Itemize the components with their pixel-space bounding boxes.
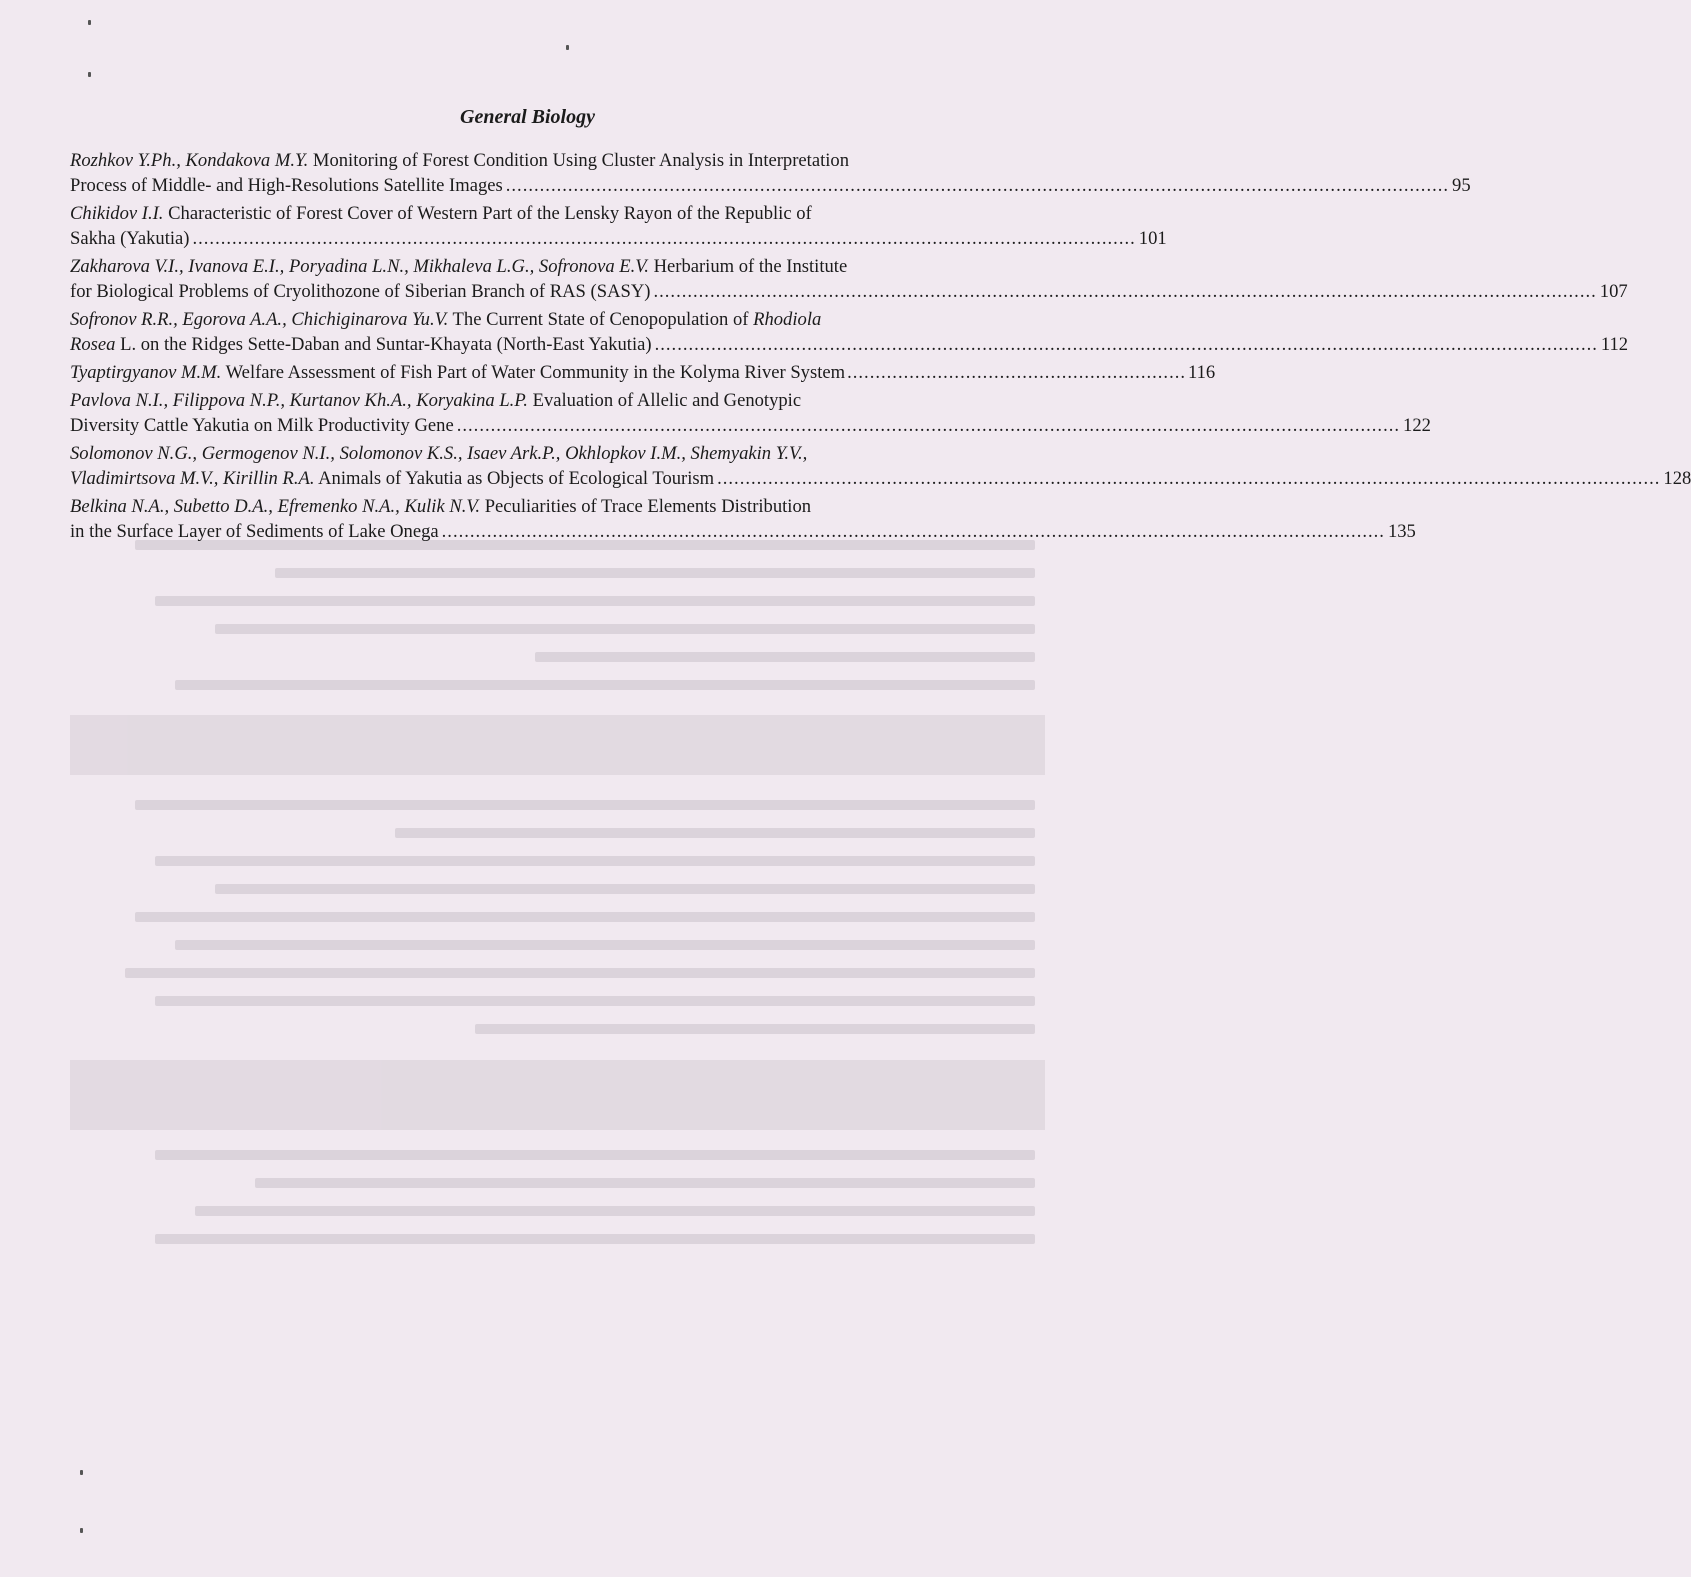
ghost-line xyxy=(475,1024,1035,1034)
scan-speck xyxy=(88,72,91,77)
entry-title-continued xyxy=(70,360,845,385)
ghost-line xyxy=(255,1178,1035,1188)
entry-title-continued xyxy=(70,332,652,357)
dot-leader: ....................................................................................................................................................................... xyxy=(717,468,1661,489)
toc-entry[interactable] xyxy=(70,254,1628,304)
entry-title: Characteristic of Forest Cover of Western Part of the Lensky Rayon of the Republic of xyxy=(163,203,812,224)
entry-title: Monitoring of Forest Condition Using Cluster Analysis in Interpretation xyxy=(308,150,850,171)
toc-entry[interactable] xyxy=(70,307,1629,357)
ghost-line xyxy=(195,1206,1035,1216)
dot-leader: ....................................................................................................................................................................... xyxy=(654,334,1598,355)
ghost-line xyxy=(535,652,1035,662)
entry-last-line xyxy=(70,226,1167,251)
ghost-line xyxy=(215,624,1035,634)
scan-speck xyxy=(80,1528,83,1533)
entry-page-number: 116 xyxy=(1188,362,1216,383)
entry-title-continued: for Biological Problems of Cryolithozone of Siberian Branch of RAS (SASY) xyxy=(70,281,651,302)
entry-title-text: L. on the Ridges Sette-Daban and Suntar-Khayata (North-East Yakutia) xyxy=(115,334,652,355)
entry-title-continued xyxy=(70,466,714,491)
entry-authors-continued: Vladimirtsova M.V., Kirillin R.A. xyxy=(70,468,315,489)
entry-title: Peculiarities of Trace Elements Distribution xyxy=(480,496,812,517)
table-of-contents xyxy=(70,148,1691,547)
toc-entry[interactable] xyxy=(70,201,1167,251)
entry-authors: Rozhkov Y.Ph., Kondakova M.Y. xyxy=(70,150,309,171)
entry-title: Evaluation of Allelic and Genotypic xyxy=(527,390,802,411)
ghost-line xyxy=(215,884,1035,894)
entry-authors: Belkina N.A., Subetto D.A., Efremenko N.A., Kulik N.V. xyxy=(70,496,481,517)
entry-last-line xyxy=(70,519,1416,544)
ghost-line xyxy=(155,1234,1035,1244)
scan-speck xyxy=(80,1470,83,1475)
dot-leader: ....................................................................................................................................................................... xyxy=(653,281,1597,302)
ghost-line xyxy=(155,996,1035,1006)
entry-page-number: 95 xyxy=(1452,175,1471,196)
entry-first-line xyxy=(70,201,1035,226)
entry-last-line xyxy=(70,279,1628,304)
entry-authors: Zakharova V.I., Ivanova E.I., Poryadina L.N., Mikhaleva L.G., Sofronova E.V. xyxy=(70,256,649,277)
entry-first-line xyxy=(70,307,1035,332)
ghost-line xyxy=(175,940,1035,950)
dot-leader: ....................................................................................................................................................................... xyxy=(441,521,1385,542)
ghost-line xyxy=(155,1150,1035,1160)
entry-first-line xyxy=(70,441,1035,466)
ghost-band xyxy=(70,1060,1045,1130)
entry-page-number: 112 xyxy=(1600,334,1629,355)
entry-first-line xyxy=(70,148,1035,173)
section-title: General Biology xyxy=(460,106,595,128)
ghost-line xyxy=(175,680,1035,690)
scan-speck xyxy=(566,45,569,50)
dot-leader: ............................................................ xyxy=(847,362,1187,383)
entry-first-line xyxy=(70,388,1035,413)
toc-entry[interactable] xyxy=(70,360,1216,385)
dot-leader: ....................................................................................................................................................................... xyxy=(505,175,1450,196)
species-name: Rosea xyxy=(70,334,116,355)
entry-page-number: 107 xyxy=(1599,281,1628,302)
ghost-line xyxy=(135,800,1035,810)
entry-authors: Tyaptirgyanov M.M. xyxy=(70,362,222,383)
entry-page-number: 101 xyxy=(1138,228,1167,249)
entry-authors: Solomonov N.G., Germogenov N.I., Solomonov K.S., Isaev Ark.P., Okhlopkov I.M., Shemyakin Y.V., xyxy=(70,443,808,464)
entry-last-line xyxy=(70,413,1431,438)
ghost-line xyxy=(395,828,1035,838)
entry-authors: Sofronov R.R., Egorova A.A., Chichiginarova Yu.V. xyxy=(70,309,449,330)
entry-last-line xyxy=(70,466,1691,491)
ghost-band xyxy=(70,715,1045,775)
entry-title-continued: Diversity Cattle Yakutia on Milk Productivity Gene xyxy=(70,415,454,436)
entry-title-text: Welfare Assessment of Fish Part of Water Community in the Kolyma River System xyxy=(221,362,846,383)
entry-title-text: Animals of Yakutia as Objects of Ecological Tourism xyxy=(314,468,715,489)
ghost-line xyxy=(135,912,1035,922)
show-through-texture xyxy=(70,520,1045,1160)
entry-title: The Current State of Cenopopulation of xyxy=(448,309,754,330)
ghost-line xyxy=(155,596,1035,606)
entry-first-line xyxy=(70,494,1035,519)
entry-page-number: 128 xyxy=(1663,468,1691,489)
ghost-line xyxy=(125,968,1035,978)
entry-title: Herbarium of the Institute xyxy=(648,256,848,277)
toc-entry[interactable] xyxy=(70,148,1471,198)
toc-entry[interactable] xyxy=(70,494,1416,544)
species-name: Rhodiola xyxy=(753,309,822,330)
entry-title-continued: Process of Middle- and High-Resolutions Satellite Images xyxy=(70,175,503,196)
toc-entry[interactable] xyxy=(70,441,1691,491)
entry-last-line xyxy=(70,332,1629,357)
toc-entry[interactable] xyxy=(70,388,1431,438)
entry-page-number: 122 xyxy=(1403,415,1431,436)
scan-speck xyxy=(88,20,91,25)
entry-last-line xyxy=(70,173,1471,198)
entry-authors: Chikidov I.I. xyxy=(70,203,164,224)
entry-title-continued: Sakha (Yakutia) xyxy=(70,228,190,249)
dot-leader: ....................................................................................................................................................................... xyxy=(192,228,1136,249)
ghost-line xyxy=(275,568,1035,578)
entry-first-line xyxy=(70,254,1035,279)
ghost-line xyxy=(155,856,1035,866)
entry-page-number: 135 xyxy=(1387,521,1416,542)
entry-last-line xyxy=(70,360,1216,385)
entry-authors: Pavlova N.I., Filippova N.P., Kurtanov Kh.A., Koryakina L.P. xyxy=(70,390,528,411)
entry-title-continued: in the Surface Layer of Sediments of Lake Onega xyxy=(70,521,439,542)
dot-leader: ....................................................................................................................................................................... xyxy=(456,415,1401,436)
